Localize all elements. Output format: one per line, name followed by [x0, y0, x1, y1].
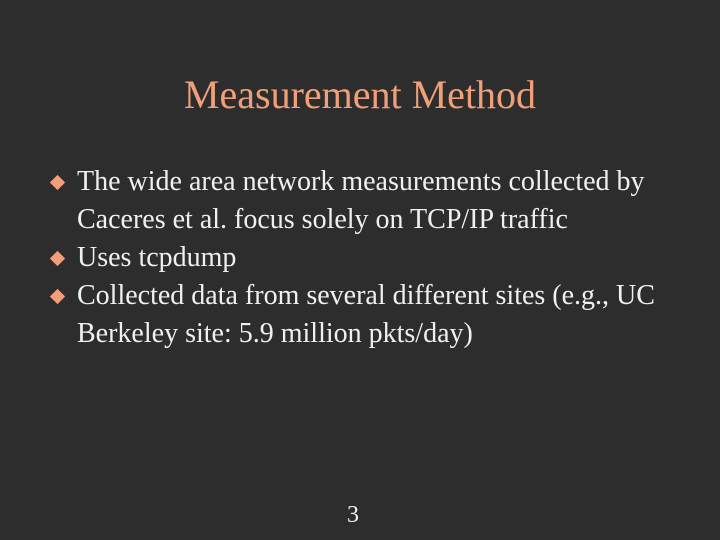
diamond-bullet-icon	[49, 288, 66, 305]
bullet-item	[47, 239, 687, 277]
diamond-bullet-icon	[49, 174, 66, 191]
page-number: 3	[347, 502, 359, 528]
bullet-text: Uses tcpdump	[77, 242, 237, 273]
bullet-item	[47, 163, 687, 239]
slide-title: Measurement Method	[183, 72, 537, 117]
bullet-text: The wide area network measurements collected by Caceres et al. focus solely on TCP/IP traffic	[77, 166, 645, 235]
diamond-bullet-icon	[49, 250, 66, 267]
bullet-item	[47, 277, 687, 353]
bullet-text: Collected data from several different sites (e.g., UC Berkeley site: 5.9 million pkts/day)	[77, 280, 655, 349]
bullet-list	[47, 163, 687, 353]
